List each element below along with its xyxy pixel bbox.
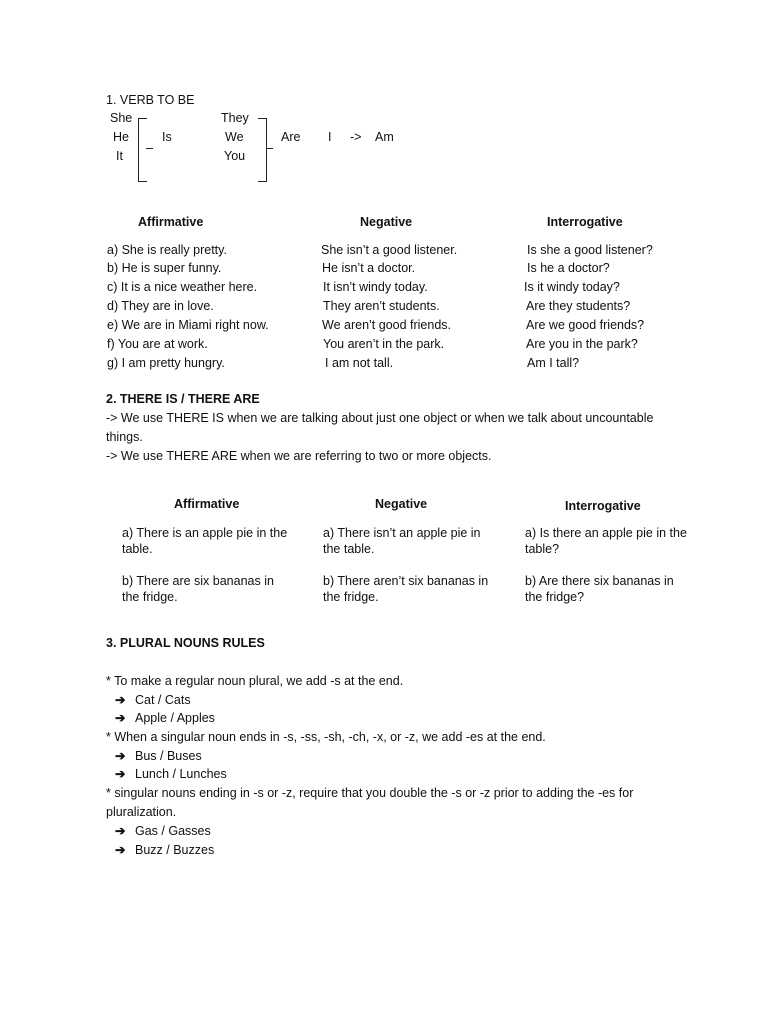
pronoun-he: He (113, 130, 129, 144)
rule2-text: * When a singular noun ends in -s, -ss, -sh, -ch, -x, or -z, we add -es at the end. (106, 730, 546, 744)
table-cell-neg: b) There aren’t six bananas in the fridge. (323, 574, 489, 604)
table-row-int: Is it windy today? (524, 280, 620, 294)
table-row-aff: c) It is a nice weather here. (107, 280, 258, 294)
header-negative-1: Negative (360, 215, 413, 229)
verb-am: Am (375, 130, 394, 144)
arrow-right-icon: ➔ (115, 711, 126, 725)
table-row-int: Is he a doctor? (527, 261, 610, 275)
table-row-neg: She isn’t a good listener. (321, 243, 458, 257)
table-row-aff: g) I am pretty hungry. (107, 356, 225, 370)
table-row-neg: You aren’t in the park. (323, 337, 445, 351)
header-affirmative-1: Affirmative (138, 215, 204, 229)
table-row-int: Are they students? (526, 299, 631, 313)
table-row-neg: He isn’t a doctor. (322, 261, 416, 275)
section2-line1: -> We use THERE IS when we are talking about just one object or when we talk about uncountable (106, 411, 654, 425)
table-row-int: Are we good friends? (526, 318, 645, 332)
table-row-int: Are you in the park? (526, 337, 638, 351)
rule3-example: ➔ Buzz / Buzzes (115, 843, 215, 857)
table-row-aff: a) She is really pretty. (107, 243, 227, 257)
table-row-int: Am I tall? (527, 356, 580, 370)
pronoun-i: I (328, 130, 332, 144)
table-cell-int: b) Are there six bananas in the fridge? (525, 574, 674, 604)
rule1-example: ➔ Cat / Cats (115, 693, 191, 707)
left-brace-1 (138, 118, 147, 182)
rule2-example: ➔ Lunch / Lunches (115, 767, 227, 781)
arrow-right-icon: ➔ (115, 767, 126, 781)
verb-is: Is (162, 130, 172, 144)
table-row-aff: d) They are in love. (107, 299, 214, 313)
rule2-example: ➔ Bus / Buses (115, 749, 202, 763)
rule1-example: ➔ Apple / Apples (115, 711, 215, 725)
arrow-right-icon: ➔ (115, 824, 126, 838)
right-brace-2 (258, 118, 267, 182)
header-affirmative-2: Affirmative (174, 497, 240, 511)
table-row-aff: b) He is super funny. (107, 261, 222, 275)
section2-title: 2. THERE IS / THERE ARE (106, 392, 260, 406)
table-cell-aff: a) There is an apple pie in the table. (122, 526, 288, 556)
section2-line2: -> We use THERE ARE when we are referring to two or more objects. (106, 449, 492, 463)
table-row-neg: I am not tall. (325, 356, 394, 370)
table-row-int: Is she a good listener? (527, 243, 653, 257)
table-row-neg: It isn’t windy today. (323, 280, 428, 294)
pronoun-she: She (110, 111, 133, 125)
table-row-aff: f) You are at work. (107, 337, 208, 351)
section2-line1b: things. (106, 430, 143, 444)
arrow-text: -> (350, 130, 362, 144)
rule3-text: * singular nouns ending in -s or -z, require that you double the -s or -z prior to adding the -es for (106, 786, 634, 800)
pronoun-we: We (225, 130, 244, 144)
arrow-right-icon: ➔ (115, 749, 126, 763)
arrow-right-icon: ➔ (115, 843, 126, 857)
pronoun-it: It (116, 149, 123, 163)
header-interrogative-1: Interrogative (547, 215, 623, 229)
table-row-neg: We aren’t good friends. (322, 318, 452, 332)
pronoun-you: You (224, 149, 246, 163)
section3-title: 3. PLURAL NOUNS RULES (106, 636, 265, 650)
header-interrogative-2: Interrogative (565, 499, 641, 513)
table-row-neg: They aren’t students. (323, 299, 440, 313)
pronoun-they: They (221, 111, 249, 125)
table-row-aff: e) We are in Miami right now. (107, 318, 269, 332)
table-cell-aff: b) There are six bananas in the fridge. (122, 574, 274, 604)
brace-tip-2 (266, 148, 273, 149)
arrow-right-icon: ➔ (115, 693, 126, 707)
rule3-example: ➔ Gas / Gasses (115, 824, 211, 838)
header-negative-2: Negative (375, 497, 428, 511)
table-cell-int: a) Is there an apple pie in the table? (525, 526, 687, 556)
rule3-text-cont: pluralization. (106, 805, 177, 819)
verb-are: Are (281, 130, 301, 144)
brace-tip-1 (146, 148, 153, 149)
section1-title: 1. VERB TO BE (106, 93, 195, 107)
rule1-text: * To make a regular noun plural, we add -s at the end. (106, 674, 404, 688)
table-cell-neg: a) There isn’t an apple pie in the table. (323, 526, 481, 556)
